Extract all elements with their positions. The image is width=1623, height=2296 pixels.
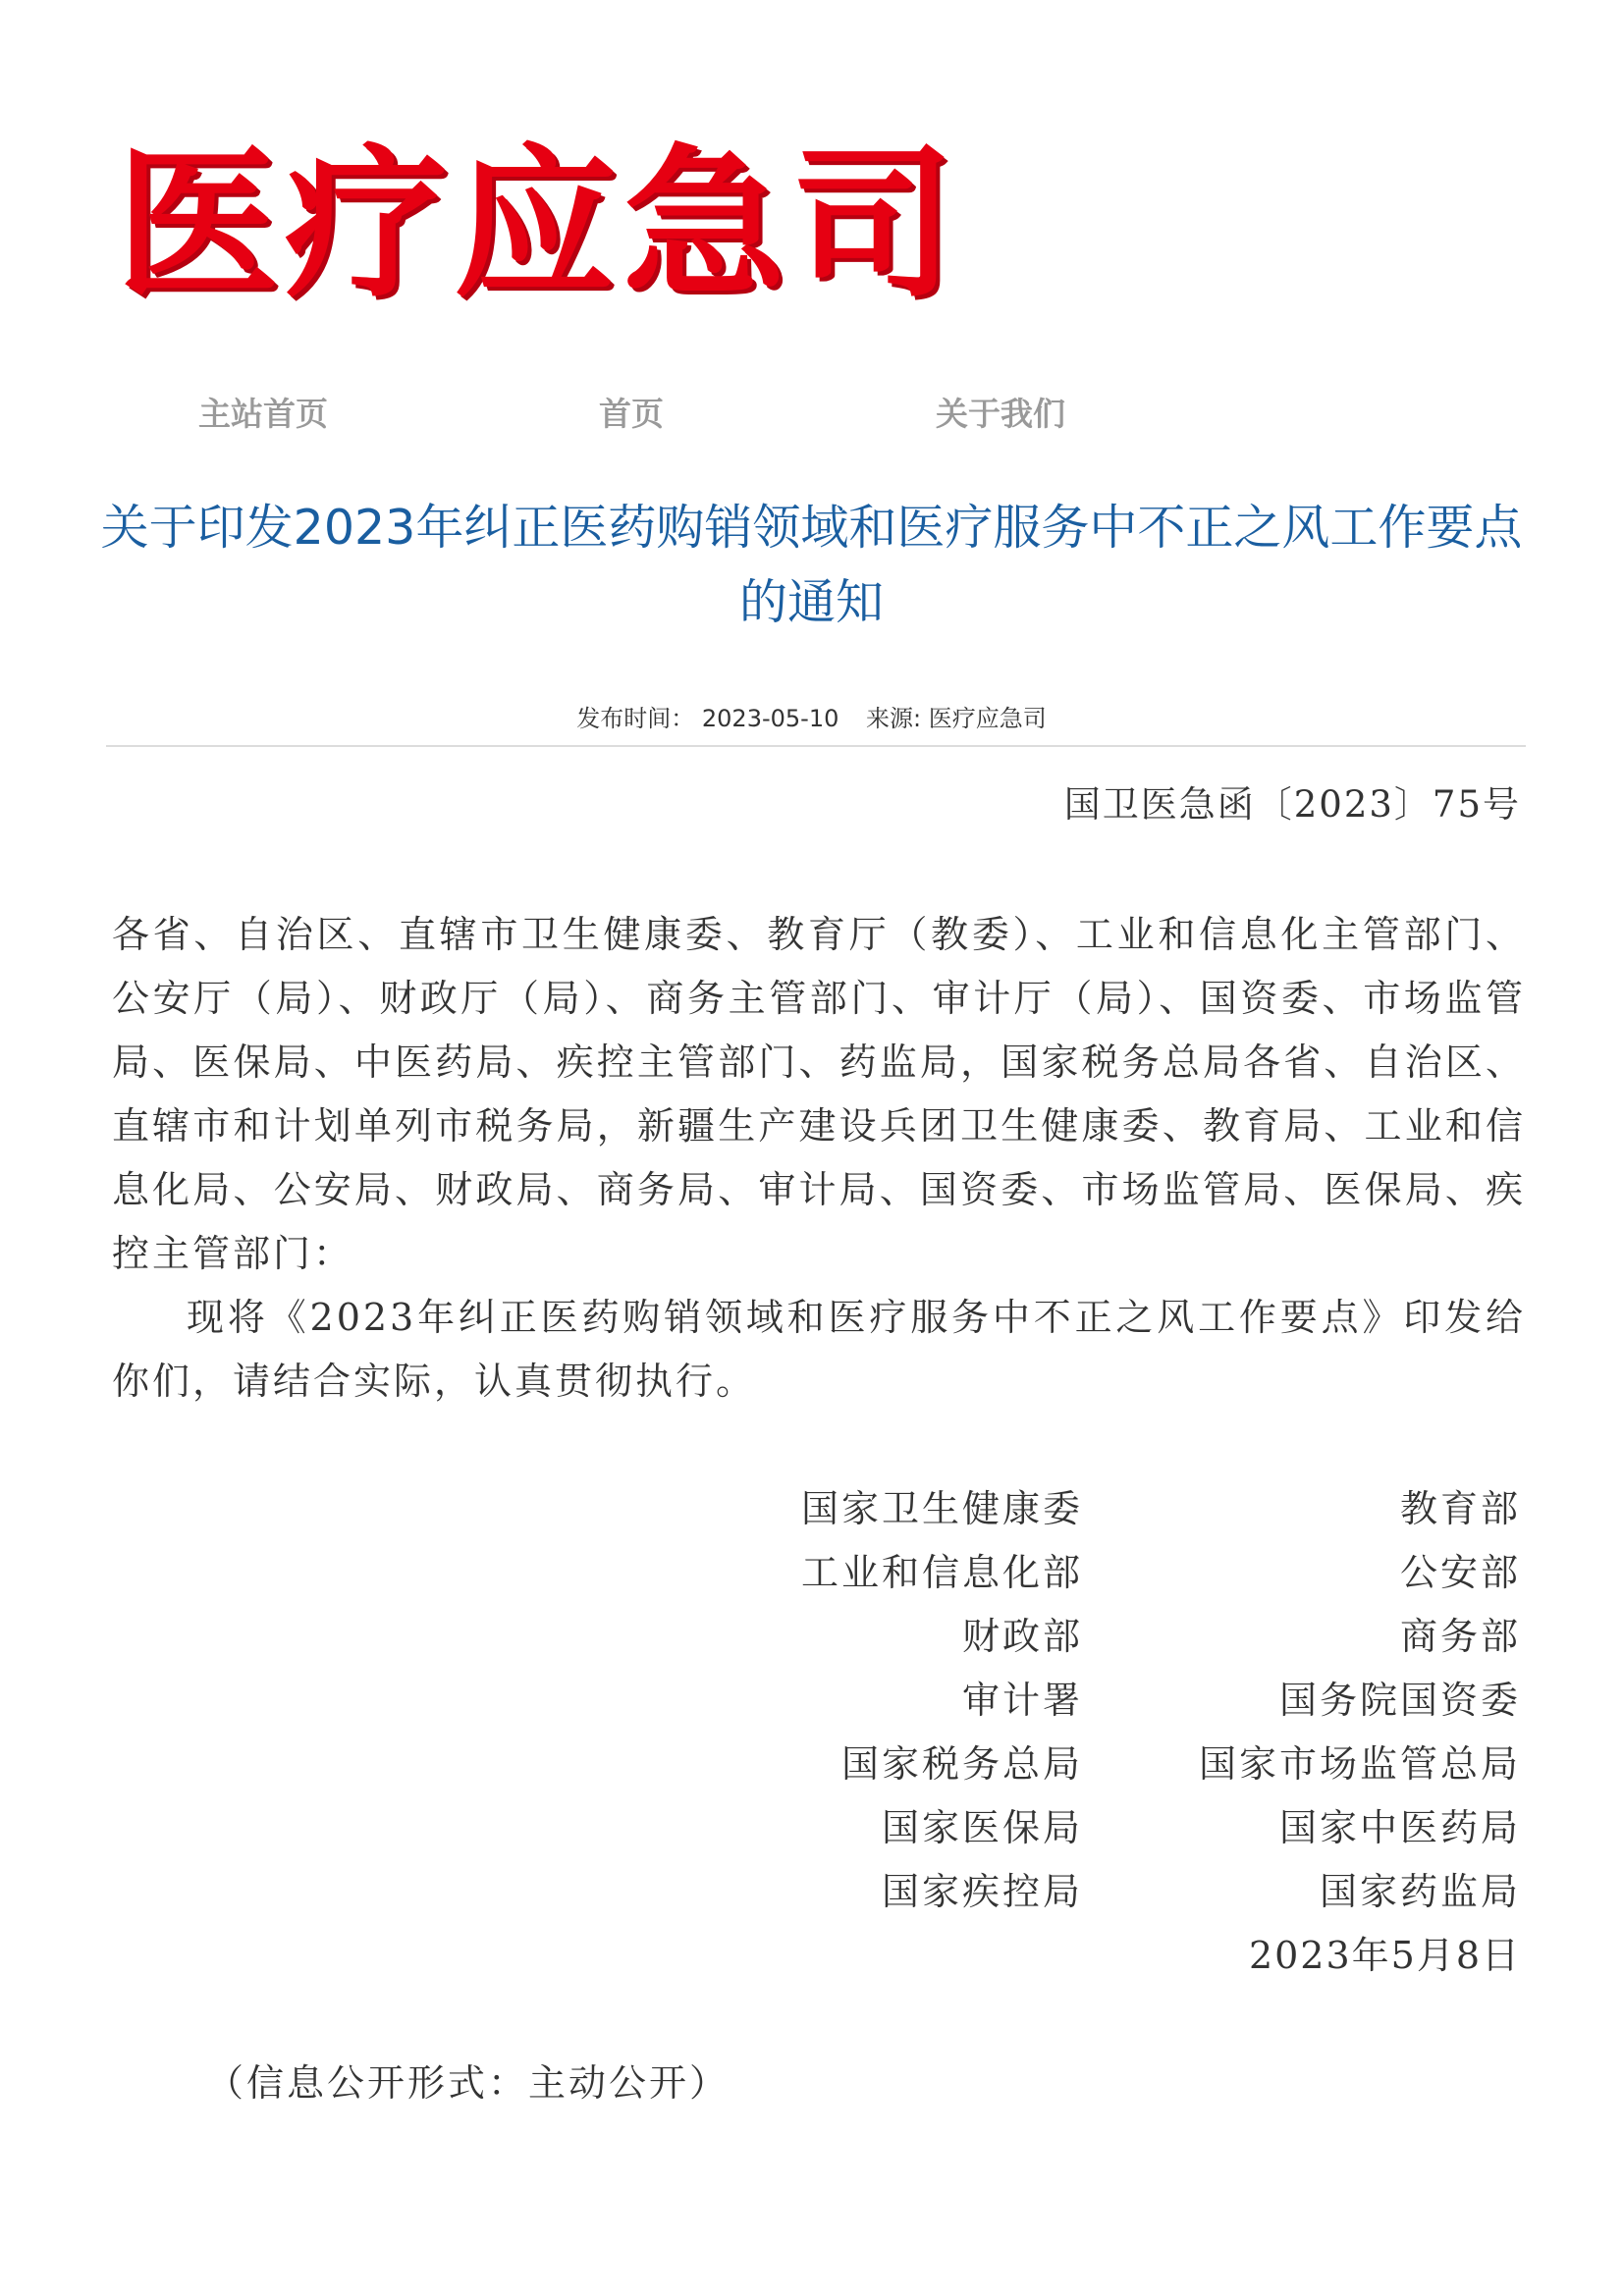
- signer-left: 国家税务总局: [840, 1742, 1083, 1786]
- signer-row: [0, 1541, 1623, 1605]
- site-logo[interactable]: 医疗应急司: [116, 131, 960, 320]
- nav-item-main-home[interactable]: 主站首页: [198, 395, 328, 433]
- signer-right: 教育部: [1399, 1487, 1521, 1530]
- recipients-paragraph: 各省、自治区、直辖市卫生健康委、教育厅（教委）、工业和信息化主管部门、公安厅（局）、财政厅（局）、商务主管部门、审计厅（局）、国资委、市场监管局、医保局、中医药局、疾控主管部门、药监局，国家税务总局各省、自治区、直辖市和计划单列市税务局，新疆生产建设兵团卫生健康委、教育局、工业和信息化局、公安局、财政局、商务局、审计局、国资委、市场监管局、医保局、疾控主管部门：: [112, 913, 1526, 1275]
- meta-divider: [106, 745, 1526, 747]
- publish-info: [576, 705, 839, 732]
- disclosure-note: （信息公开形式：主动公开）: [206, 2061, 730, 2105]
- article-body: [112, 903, 1526, 1414]
- signer-left: 审计署: [961, 1679, 1083, 1722]
- signer-row: [0, 1477, 1623, 1541]
- signer-left: 国家医保局: [881, 1806, 1083, 1849]
- source-value: 医疗应急司: [928, 705, 1047, 732]
- nav-item-about-us[interactable]: 关于我们: [936, 395, 1065, 433]
- signer-row: [0, 1733, 1623, 1796]
- signer-right: 国家市场监管总局: [1198, 1742, 1521, 1786]
- signer-right: 国务院国资委: [1278, 1679, 1521, 1722]
- main-nav: [0, 385, 1623, 444]
- signer-right: 国家中医药局: [1278, 1806, 1521, 1849]
- publish-label: 发布时间：: [576, 705, 695, 732]
- document-number: 国卫医急函〔2023〕75号: [1063, 783, 1521, 826]
- signer-row: [0, 1669, 1623, 1733]
- nav-item-home[interactable]: 首页: [599, 395, 664, 433]
- body-paragraph: 现将《2023年纠正医药购销领域和医疗服务中不正之风工作要点》印发给你们，请结合实际，认真贯彻执行。: [112, 1296, 1526, 1403]
- article-title: 关于印发2023年纠正医药购销领域和医疗服务中不正之风工作要点的通知: [100, 500, 1523, 630]
- signer-right: 国家药监局: [1319, 1870, 1521, 1913]
- signer-row: [0, 1605, 1623, 1669]
- article-meta: [0, 699, 1623, 738]
- signer-right: 商务部: [1399, 1615, 1521, 1658]
- signer-left: 工业和信息化部: [800, 1551, 1083, 1594]
- publish-date: 2023-05-10: [701, 705, 839, 732]
- signer-row: [0, 1796, 1623, 1860]
- signer-left: 国家卫生健康委: [800, 1487, 1083, 1530]
- source-label: 来源:: [866, 705, 922, 732]
- source-info: [866, 705, 1047, 732]
- signer-left: 财政部: [961, 1615, 1083, 1658]
- signer-right: 公安部: [1399, 1551, 1521, 1594]
- document-date: 2023年5月8日: [1248, 1934, 1521, 1977]
- signer-left: 国家疾控局: [881, 1870, 1083, 1913]
- signer-row: [0, 1860, 1623, 1924]
